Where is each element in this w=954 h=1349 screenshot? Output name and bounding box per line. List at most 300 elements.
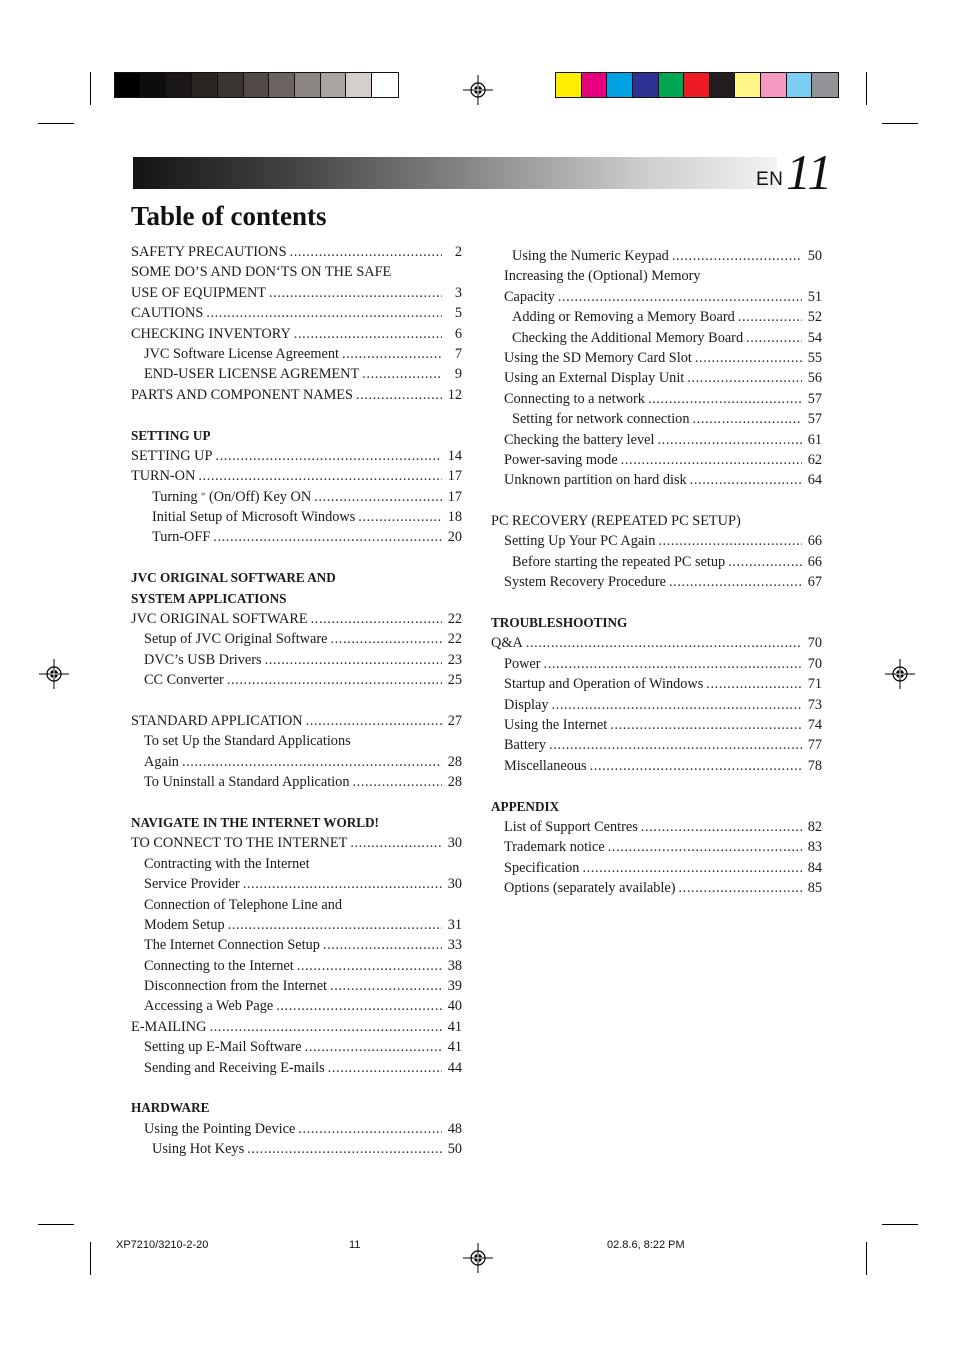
toc-entry (131, 935, 462, 955)
toc-entry (491, 674, 822, 694)
dot-leader (276, 996, 442, 1016)
toc-page-ref: 25 (447, 672, 462, 689)
toc-entry-title: Checking the Additional Memory Board (512, 329, 744, 346)
toc-entry (131, 976, 462, 996)
toc-entry-title: USE OF EQUIPMENT (131, 284, 267, 301)
footer-print-date: 02.8.6, 8:22 PM (607, 1239, 685, 1251)
toc-entry (491, 756, 822, 776)
toc-page-ref: 17 (447, 468, 462, 485)
toc-page-ref: 3 (454, 284, 462, 301)
toc-spacer (491, 593, 822, 613)
toc-page-ref: 84 (807, 859, 822, 876)
toc-entry-title: Service Provider (144, 876, 240, 893)
dot-leader (330, 629, 442, 649)
toc-entry-title: Specification (504, 859, 580, 876)
toc-entry (131, 915, 462, 935)
color-swatch (372, 73, 398, 97)
toc-entry-title: Again (144, 753, 179, 770)
color-swatch (582, 73, 608, 97)
toc-entry-title: Unknown partition on hard disk (504, 472, 687, 489)
toc-entry-title: Checking the battery level (504, 431, 655, 448)
dot-leader (243, 874, 442, 894)
toc-entry-title: TURN-ON (131, 468, 196, 485)
toc-page-ref: 74 (807, 716, 822, 733)
toc-page-ref: 41 (447, 1039, 462, 1056)
toc-entry (491, 389, 822, 409)
power-on-off-icon (201, 487, 205, 501)
dot-leader (738, 307, 802, 327)
toc-page-ref: 51 (807, 288, 822, 305)
dot-leader (358, 507, 442, 527)
toc-entry-title: Connection of Telephone Line and (144, 896, 343, 913)
toc-entry (131, 1058, 462, 1078)
dot-leader (746, 328, 802, 348)
color-swatch (633, 73, 659, 97)
toc-spacer (131, 548, 462, 568)
toc-entry-title: Turn-OFF (152, 529, 211, 546)
toc-entry (131, 1037, 462, 1057)
toc-page-ref: 44 (447, 1059, 462, 1076)
color-swatch (735, 73, 761, 97)
dot-leader (706, 674, 802, 694)
dot-leader (305, 1037, 442, 1057)
toc-page-ref: 50 (447, 1141, 462, 1158)
toc-entry-title: CC Converter (144, 672, 224, 689)
dot-leader (549, 735, 802, 755)
toc-entry-title: Capacity (504, 288, 555, 305)
toc-entry (491, 572, 822, 592)
toc-entry (131, 527, 462, 547)
toc-entry-title: TROUBLESHOOTING (491, 615, 628, 631)
dot-leader (290, 242, 442, 262)
toc-section-heading (131, 589, 462, 609)
dot-leader (215, 446, 442, 466)
dot-leader (198, 466, 442, 486)
color-swatch (556, 73, 582, 97)
toc-page-ref: 52 (807, 309, 822, 326)
color-swatch (812, 73, 838, 97)
toc-entry-title: Setup of JVC Original Software (144, 631, 328, 648)
dot-leader (672, 246, 802, 266)
toc-entry-title: To Uninstall a Standard Application (144, 774, 350, 791)
toc-entry (131, 364, 462, 384)
toc-entry-title: Power (504, 655, 541, 672)
toc-page-ref: 64 (807, 472, 822, 489)
toc-entry-title: Using an External Display Unit (504, 370, 685, 387)
dot-leader (362, 364, 442, 384)
toc-entry-title: SETTING UP (131, 427, 211, 443)
toc-entry (131, 1017, 462, 1037)
toc-page-ref: 28 (447, 774, 462, 791)
toc-page-ref: 22 (447, 631, 462, 648)
toc-entry (131, 385, 462, 405)
toc-page-ref: 82 (807, 818, 822, 835)
dot-leader (526, 633, 802, 653)
toc-entry (131, 996, 462, 1016)
toc-entry (131, 629, 462, 649)
toc-entry (491, 450, 822, 470)
toc-page-ref: 70 (807, 635, 822, 652)
dot-leader (544, 654, 802, 674)
dot-leader (311, 609, 442, 629)
toc-entry (131, 446, 462, 466)
toc-entry-title: Setting for network connection (512, 411, 690, 428)
toc-entry (491, 817, 822, 837)
toc-entry-title: Adding or Removing a Memory Board (512, 309, 735, 326)
toc-entry-title: SETTING UP (131, 447, 213, 464)
toc-left-column (131, 242, 462, 1160)
toc-spacer (131, 1078, 462, 1098)
toc-page-ref: 66 (807, 553, 822, 570)
toc-page-ref: 14 (447, 447, 462, 464)
crop-mark (866, 1242, 867, 1275)
toc-entry-title: Trademark notice (504, 839, 605, 856)
toc-page-ref: 67 (807, 574, 822, 591)
toc-entry (491, 715, 822, 735)
dot-leader (350, 833, 442, 853)
toc-entry-title: System Recovery Procedure (504, 574, 666, 591)
toc-page-ref: 85 (807, 880, 822, 897)
toc-page-ref: 71 (807, 676, 822, 693)
toc-entry-title: CHECKING INVENTORY (131, 325, 291, 342)
toc-entry (131, 956, 462, 976)
toc-page-ref: 17 (447, 488, 462, 505)
toc-section-heading (491, 797, 822, 817)
toc-entry (131, 466, 462, 486)
color-swatch (218, 73, 244, 97)
toc-entry-title: PARTS AND COMPONENT NAMES (131, 386, 353, 403)
toc-page-ref: 30 (447, 876, 462, 893)
dot-leader (621, 450, 802, 470)
toc-entry (491, 246, 822, 266)
crosshair-target-icon (463, 75, 493, 105)
toc-entry (491, 695, 822, 715)
toc-page-ref: 9 (454, 366, 462, 383)
toc-entry-title: Battery (504, 737, 547, 754)
toc-entry (131, 507, 462, 527)
toc-page-ref: 23 (447, 651, 462, 668)
toc-page-ref: 2 (454, 244, 462, 260)
toc-entry-title: Setting Up Your PC Again (504, 533, 656, 550)
page-number: 11 (786, 144, 833, 200)
toc-entry (131, 752, 462, 772)
header-gradient-band (133, 157, 777, 189)
dot-leader (657, 430, 802, 450)
color-swatch (787, 73, 813, 97)
toc-entry-title: Disconnection from the Internet (144, 978, 328, 995)
color-swatch (321, 73, 347, 97)
dot-leader (342, 344, 442, 364)
color-calibration-bar (555, 72, 839, 98)
toc-entry-title: Using the Numeric Keypad (512, 248, 669, 264)
toc-page-ref: 57 (807, 390, 822, 407)
toc-spacer (131, 793, 462, 813)
dot-leader (328, 1058, 442, 1078)
dot-leader (658, 531, 802, 551)
toc-entry-title: PC RECOVERY (REPEATED PC SETUP) (491, 513, 741, 530)
toc-entry (491, 837, 822, 857)
crosshair-target-icon (885, 659, 915, 689)
toc-entry-title: Using Hot Keys (152, 1141, 245, 1158)
toc-entry (491, 552, 822, 572)
toc-section-heading (491, 613, 822, 633)
crop-mark (866, 72, 867, 105)
toc-entry (131, 874, 462, 894)
toc-spacer (131, 691, 462, 711)
toc-page-ref: 73 (807, 696, 822, 713)
dot-leader (323, 935, 442, 955)
toc-entry (131, 1119, 462, 1139)
toc-entry-title: APPENDIX (491, 798, 560, 814)
toc-entry-title: SYSTEM APPLICATIONS (131, 590, 287, 606)
toc-entry-title: Using the Internet (504, 716, 608, 733)
toc-entry-title: SOME DO’S AND DON‘TS ON THE SAFE (131, 264, 392, 281)
toc-entry-title: SAFETY PRECAUTIONS (131, 244, 287, 260)
toc-entry-title: E-MAILING (131, 1018, 207, 1035)
color-swatch (244, 73, 270, 97)
toc-page-ref: 48 (447, 1120, 462, 1137)
toc-page-ref: 27 (447, 712, 462, 729)
toc-entry (491, 858, 822, 878)
toc-entry (131, 1139, 462, 1159)
dot-leader (641, 817, 802, 837)
toc-page-ref: 50 (807, 248, 822, 264)
color-swatch (684, 73, 710, 97)
toc-entry (131, 895, 462, 915)
toc-section-heading (131, 426, 462, 446)
toc-entry-title: Display (504, 696, 549, 713)
toc-entry (131, 772, 462, 792)
toc-entry-title: JVC ORIGINAL SOFTWARE (131, 611, 308, 628)
toc-entry-title: TO CONNECT TO THE INTERNET (131, 835, 348, 852)
dot-leader (209, 1017, 442, 1037)
toc-entry (491, 633, 822, 653)
dot-leader (247, 1139, 442, 1159)
toc-entry-title: Modem Setup (144, 916, 225, 933)
dot-leader (687, 368, 802, 388)
toc-page-ref: 28 (447, 753, 462, 770)
dot-leader (582, 858, 802, 878)
toc-page-ref: 66 (807, 533, 822, 550)
toc-page-ref: 20 (447, 529, 462, 546)
toc-entry (491, 430, 822, 450)
toc-entry (131, 344, 462, 364)
dot-leader (306, 711, 442, 731)
toc-entry-title-suffix: (On/Off) Key ON (209, 488, 312, 505)
toc-page-ref: 31 (447, 916, 462, 933)
toc-right-column (491, 246, 822, 899)
toc-page-ref: 70 (807, 655, 822, 672)
toc-page-ref: 57 (807, 411, 822, 428)
toc-entry-title: Startup and Operation of Windows (504, 676, 704, 693)
toc-entry (491, 511, 822, 531)
toc-entry (491, 368, 822, 388)
toc-entry (491, 878, 822, 898)
toc-entry-title: Setting up E-Mail Software (144, 1039, 302, 1056)
toc-entry (491, 409, 822, 429)
toc-entry (491, 348, 822, 368)
footer-page-number: 11 (349, 1239, 361, 1251)
grayscale-calibration-bar (114, 72, 399, 98)
dot-leader (728, 552, 802, 572)
toc-page-ref: 30 (447, 835, 462, 852)
dot-leader (690, 470, 802, 490)
toc-entry-title: Increasing the (Optional) Memory (504, 268, 701, 285)
toc-entry-title: Q&A (491, 635, 523, 652)
toc-page-ref: 7 (454, 345, 462, 362)
toc-entry-title: NAVIGATE IN THE INTERNET WORLD! (131, 814, 379, 830)
toc-section-heading (131, 813, 462, 833)
toc-entry (131, 609, 462, 629)
toc-entry (131, 731, 462, 751)
toc-entry (491, 307, 822, 327)
color-swatch (166, 73, 192, 97)
toc-entry (131, 324, 462, 344)
toc-entry-title: Power-saving mode (504, 451, 618, 468)
toc-entry-title: Connecting to a network (504, 390, 645, 407)
toc-entry (491, 735, 822, 755)
toc-section-heading (131, 1098, 462, 1118)
dot-leader (228, 915, 442, 935)
toc-entry-title: HARDWARE (131, 1100, 210, 1116)
toc-entry-title: Contracting with the Internet (144, 855, 310, 872)
toc-entry (131, 854, 462, 874)
toc-entry (491, 470, 822, 490)
dot-leader (227, 670, 442, 690)
crosshair-target-icon (39, 659, 69, 689)
dot-leader (590, 756, 802, 776)
crosshair-target-icon (463, 1243, 493, 1273)
toc-page-ref: 33 (447, 937, 462, 954)
toc-entry-title: Miscellaneous (504, 757, 587, 774)
toc-entry (491, 654, 822, 674)
color-swatch (659, 73, 685, 97)
color-swatch (192, 73, 218, 97)
dot-leader (648, 389, 802, 409)
dot-leader (294, 324, 442, 344)
toc-entry-title: Sending and Receiving E-mails (144, 1059, 325, 1076)
color-swatch (710, 73, 736, 97)
dot-leader (182, 752, 442, 772)
crop-mark (38, 123, 74, 124)
toc-entry-title: JVC ORIGINAL SOFTWARE AND (131, 570, 336, 586)
dot-leader (558, 287, 802, 307)
color-swatch (346, 73, 372, 97)
toc-entry (131, 262, 462, 282)
toc-entry-title: Options (separately available) (504, 880, 676, 897)
dot-leader (551, 695, 802, 715)
dot-leader (695, 348, 802, 368)
crop-mark (38, 1224, 74, 1225)
toc-page-ref: 54 (807, 329, 822, 346)
toc-spacer (491, 491, 822, 511)
crop-mark (90, 72, 91, 105)
toc-page-ref: 40 (447, 998, 462, 1015)
toc-page-ref: 6 (454, 325, 462, 342)
toc-entry (131, 833, 462, 853)
color-swatch (761, 73, 787, 97)
toc-entry-title: The Internet Connection Setup (144, 937, 320, 954)
toc-entry (131, 487, 462, 507)
toc-entry (491, 266, 822, 286)
toc-entry-title: Using the SD Memory Card Slot (504, 349, 692, 366)
toc-entry (131, 650, 462, 670)
dot-leader (298, 1119, 442, 1139)
dot-leader (213, 527, 442, 547)
dot-leader (352, 772, 442, 792)
toc-page-ref: 78 (807, 757, 822, 774)
toc-entry-title: STANDARD APPLICATION (131, 712, 303, 729)
toc-entry-title: DVC’s USB Drivers (144, 651, 262, 668)
toc-page-ref: 38 (447, 957, 462, 974)
dot-leader (608, 837, 802, 857)
dot-leader (330, 976, 442, 996)
toc-entry (491, 328, 822, 348)
dot-leader (679, 878, 803, 898)
dot-leader (610, 715, 802, 735)
toc-entry-title: List of Support Centres (504, 818, 638, 835)
color-swatch (295, 73, 321, 97)
crop-mark (90, 1242, 91, 1275)
toc-entry (131, 711, 462, 731)
toc-page-ref: 56 (807, 370, 822, 387)
dot-leader (692, 409, 802, 429)
toc-entry-title: Before starting the repeated PC setup (512, 553, 726, 570)
dot-leader (206, 303, 442, 323)
toc-page-ref: 62 (807, 451, 822, 468)
toc-spacer (131, 405, 462, 425)
toc-entry-title: JVC Software License Agreement (144, 345, 339, 362)
dot-leader (297, 956, 442, 976)
toc-entry-title: Initial Setup of Microsoft Windows (152, 509, 356, 526)
toc-page-ref: 18 (447, 509, 462, 526)
toc-page-ref: 12 (447, 386, 462, 403)
toc-section-heading (131, 568, 462, 588)
color-swatch (115, 73, 141, 97)
footer-job-code: XP7210/3210-2-20 (116, 1239, 209, 1251)
toc-page-ref: 55 (807, 349, 822, 366)
page-title: Table of contents (131, 201, 327, 231)
toc-entry-title: CAUTIONS (131, 305, 204, 322)
dot-leader (669, 572, 802, 592)
toc-page-ref: 77 (807, 737, 822, 754)
toc-entry (131, 283, 462, 303)
toc-entry (491, 531, 822, 551)
toc-entry-title: END-USER LICENSE AGREMENT (144, 366, 360, 383)
toc-page-ref: 22 (447, 611, 462, 628)
dot-leader (356, 385, 442, 405)
toc-page-ref: 61 (807, 431, 822, 448)
toc-page-ref: 83 (807, 839, 822, 856)
crop-mark (882, 1224, 918, 1225)
toc-entry-title: Using the Pointing Device (144, 1120, 296, 1137)
toc-entry (131, 303, 462, 323)
toc-entry-title: Connecting to the Internet (144, 957, 294, 974)
toc-entry (131, 670, 462, 690)
toc-entry-title: To set Up the Standard Applications (144, 733, 351, 750)
toc-entry-title: Accessing a Web Page (144, 998, 274, 1015)
color-swatch (607, 73, 633, 97)
dot-leader (265, 650, 442, 670)
toc-entry (491, 287, 822, 307)
toc-spacer (491, 776, 822, 796)
language-label: EN (756, 169, 784, 190)
dot-leader (314, 487, 442, 507)
toc-entry (131, 242, 462, 262)
crop-mark (882, 123, 918, 124)
color-swatch (141, 73, 167, 97)
toc-page-ref: 39 (447, 978, 462, 995)
